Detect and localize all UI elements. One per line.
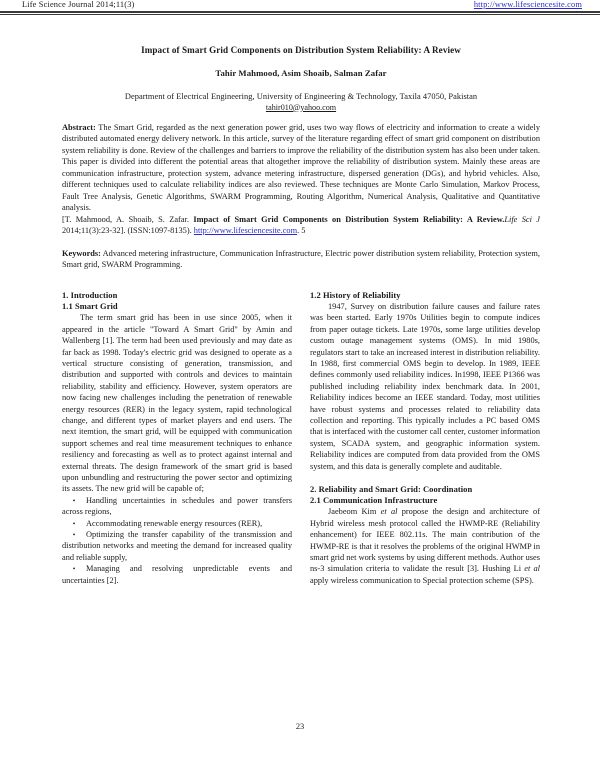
citation-journal: Life Sci J <box>504 214 540 224</box>
bullet-icon: • <box>72 518 76 528</box>
comm-etal-1: et al <box>380 507 398 517</box>
document-content <box>62 28 540 586</box>
comm-text-part1: Jaebeom Kim <box>328 507 381 517</box>
list-item <box>62 563 292 586</box>
abstract-body: The Smart Grid, regarded as the next generation power grid, uses two way flows of electricity and information to create a widely distributed automated energy delivery network. In this article, survey of the literature regarding effect of smart grid component on distribution system reliability is done. Review of the challenges and barriers to improve the reliability of the distribution system has also been under taken. This paper is divided into different the potential areas that altogether improve the reliability of distribution system. Mainly these areas are communication infrastructure, protection system, advance metering infrastructure, dispersed generation (DGs), and hybrid vehicles. Also, different techniques used to calculate reliability indices are also reviewed. These techniques are Monte Carlo Simulation, Markov Process, Fault Tree Analysis, Genetic Algorithms, SWARM Programming, Routing Algorithm, Numerical Analysis, Qualitative and Quantitative analysis. <box>62 122 540 212</box>
comm-text-part3: apply wireless communication to Special protection scheme (SPS). <box>310 575 534 585</box>
list-item-text: Accommodating renewable energy resources (RER), <box>86 518 263 528</box>
bullet-icon: • <box>72 530 76 540</box>
heading-smart-grid: 1.1 Smart Grid <box>62 300 118 311</box>
left-column <box>62 290 292 587</box>
citation-block <box>62 214 540 237</box>
author-email-link[interactable]: tahir010@yahoo.com <box>265 102 337 112</box>
paragraph-smart-grid: The term smart grid has been in use since 2005, when it appeared in the article "Toward A Smart Grid" by Amin and Wallenberg [1]. The term had been used previously and may date as far back as 1998. Today's electric grid was designed to operate as a vertical structure consisting of generation, transmission, and distribution and supported with controls and devices to maintain reliability, stability and efficiency. However, system operators are now facing new challenges including the penetration of renewable energy resources (RER) in the legacy system, rapid technological change, and different types of market players and end users. The next itemtion, the smart grid, will be equipped with communication support schemes and real time measurement techniques to enhance resiliency and forecasting as well as to protect against internal and external threats. The design framework of the smart grid is based upon unbundling and restructuring the power sector and optimizing its assets. The new grid will be capable of; <box>62 313 292 494</box>
affiliation: Department of Electrical Engineering, University of Engineering & Technology, Taxila 47050, Pakistan <box>124 92 478 101</box>
heading-communication-infrastructure: 2.1 Communication Infrastructure <box>310 494 438 505</box>
page-title: Impact of Smart Grid Components on Distribution System Reliability: A Review <box>141 45 461 55</box>
heading-reliability-coordination: 2. Reliability and Smart Grid: Coordination <box>310 483 473 494</box>
list-item <box>62 518 292 529</box>
keywords-label: Keywords: <box>62 248 101 258</box>
citation-prefix: [T. Mahmood, A. Shoaib, S. Zafar. <box>62 214 194 224</box>
journal-name: Life Science Journal 2014;11(3) <box>22 0 135 9</box>
citation-title: Impact of Smart Grid Components on Distribution System Reliability: A Review. <box>193 214 505 224</box>
list-item <box>62 529 292 563</box>
paragraph-history: 1947, Survey on distribution failure causes and failure rates was been started. Early 1970s Utilities begin to compute indices from paper outage tickets. Late 1970s, some large utilities develop custom outage management systems (OMS). In mid 1980s, regulators start to take an increased interest in distribution reliability. In 1988, first commercial OMS begin to develop. In 1989, IEEE defines commonly used reliability indices. In1998, IEEE P1366 was published including reliability index benchmark data. In 2001, Reliability indices become an IEEE standard. Today, most utilities have robust systems and processes related to reliability data collection and reporting. This typically includes a PC based OMS that is interfaced with the customer call center, customer information system, SCADA system, and geographic information system. Reliability indices are computed from data provided from the OMS system, and this data is generally complete and auditable. <box>310 301 540 471</box>
keywords-body: Advanced metering infrastructure, Communication Infrastructure, Electric power distribution system reliability, Protection system, Smart grid, SWARM Programming. <box>62 248 540 269</box>
list-item <box>62 495 292 518</box>
bullet-icon: • <box>72 564 76 574</box>
running-header <box>0 0 600 9</box>
list-item-text: Managing and resolving unpredictable events and uncertainties [2]. <box>62 564 292 585</box>
citation-volume-pages: 2014;11(3):23-32]. (ISSN:1097-8135). <box>62 226 194 235</box>
heading-introduction: 1. Introduction <box>62 289 118 300</box>
body-columns <box>62 290 540 587</box>
right-column <box>310 290 540 587</box>
paragraph-communication <box>310 506 540 586</box>
list-item-text: Handling uncertainties in schedules and power transfers across regions, <box>62 495 292 517</box>
abstract-label: Abstract: <box>62 122 96 132</box>
page-number: 23 <box>295 722 305 731</box>
header-rule-thin <box>0 14 600 15</box>
journal-url-link[interactable]: http://www.lifesciencesite.com <box>473 0 582 9</box>
citation-suffix: . 5 <box>297 226 306 235</box>
comm-etal-2: et al <box>524 564 540 574</box>
list-item-text: Optimizing the transfer capability of the transmission and distribution networks and meeting the demand for increased quality and reliable supply, <box>62 530 292 562</box>
comm-text-part2: propose the design and architecture of Hybrid wireless mesh protocol called the HWMP-RE (Reliability enhancement) for IEEE 802.11s. The main contribution of the HWMP-RE is that it resolves the problems of the original HWMP in smart grid net work systems by using different methods. Author uses ns-3 simulation criteria to validate the result [3]. Hushing Li <box>310 507 540 574</box>
email-line <box>62 103 540 112</box>
citation-url-link[interactable]: http://www.lifesciencesite.com <box>193 226 298 235</box>
heading-history-of-reliability: 1.2 History of Reliability <box>310 289 401 300</box>
author-list: Tahir Mahmood, Asim Shoaib, Salman Zafar <box>215 68 387 78</box>
header-rule-thick <box>0 11 600 13</box>
keywords-block <box>62 248 540 271</box>
bullet-icon: • <box>72 495 76 505</box>
abstract-block <box>62 122 540 214</box>
